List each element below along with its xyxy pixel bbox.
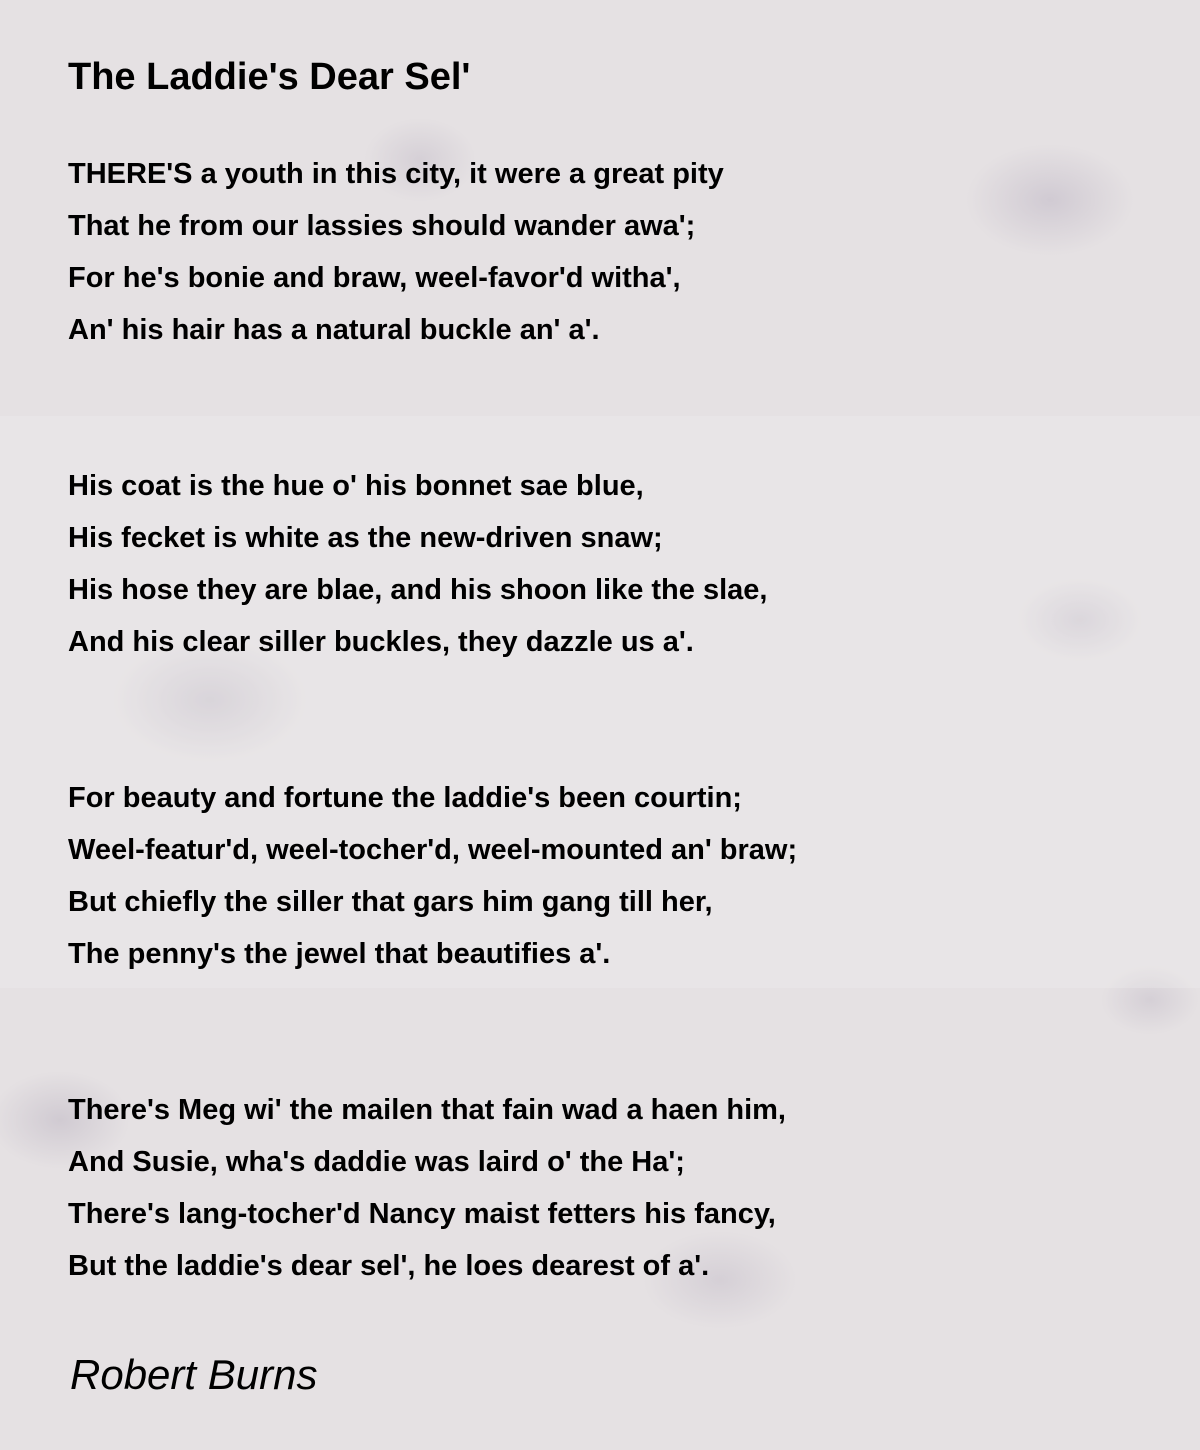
poem-line: But chiefly the siller that gars him gang till her, xyxy=(68,886,713,918)
stanza-2 xyxy=(68,460,767,668)
poem-line: For beauty and fortune the laddie's been courtin; xyxy=(68,782,742,814)
stanza-4 xyxy=(68,1084,786,1292)
poem-line: There's Meg wi' the mailen that fain wad a haen him, xyxy=(68,1094,786,1126)
poem-line: His fecket is white as the new-driven snaw; xyxy=(68,522,663,554)
poem-title: The Laddie's Dear Sel' xyxy=(68,56,471,98)
poem-line: For he's bonie and braw, weel-favor'd witha', xyxy=(68,262,681,294)
poem-line: That he from our lassies should wander awa'; xyxy=(68,210,696,242)
poem-line: And his clear siller buckles, they dazzle us a'. xyxy=(68,626,694,658)
poem-line: THERE'S a youth in this city, it were a great pity xyxy=(68,158,724,190)
poem-line: His coat is the hue o' his bonnet sae blue, xyxy=(68,470,644,502)
poem-line: But the laddie's dear sel', he loes dearest of a'. xyxy=(68,1250,710,1282)
poem-line: Weel-featur'd, weel-tocher'd, weel-mounted an' braw; xyxy=(68,834,798,866)
poem-line: An' his hair has a natural buckle an' a'. xyxy=(68,314,600,346)
stanza-1 xyxy=(68,148,724,356)
poem-line: His hose they are blae, and his shoon like the slae, xyxy=(68,574,768,606)
stanza-3 xyxy=(68,772,797,980)
poem-line: There's lang-tocher'd Nancy maist fetters his fancy, xyxy=(68,1198,776,1230)
poem-line: And Susie, wha's daddie was laird o' the Ha'; xyxy=(68,1146,685,1178)
poem-line: The penny's the jewel that beautifies a'. xyxy=(68,938,611,970)
poem-author: Robert Burns xyxy=(70,1351,318,1398)
